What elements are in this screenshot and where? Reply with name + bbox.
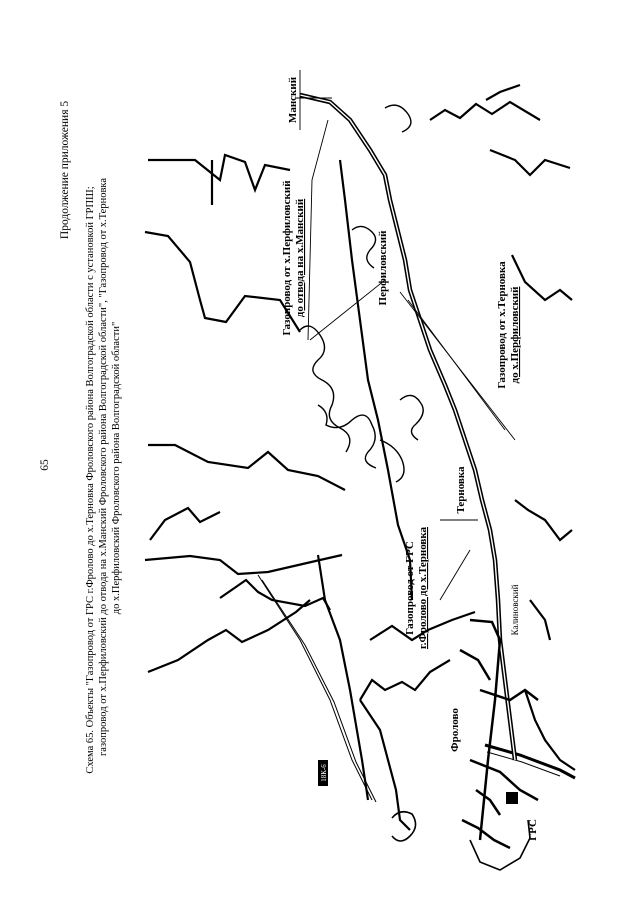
grs-marker — [506, 792, 518, 804]
caption-line-2: газопровод от х.Перфиловский до отвода на х.Манский Фроловского района Волгоградской области", "Газопровод от х.Терновка — [98, 177, 109, 757]
callout-pipe3-line2: г.Фролово до х.Терновка — [417, 526, 429, 650]
label-perfilovsky: Перфиловский — [377, 230, 389, 306]
roads — [258, 575, 376, 802]
rivers — [300, 105, 423, 482]
frolovo-streets — [460, 620, 538, 848]
callout-pipe3-line1: Газопровод от ГРС — [404, 541, 416, 635]
label-kalinovsky: Калиновский — [510, 584, 520, 636]
callout-pipe1-line1: Газопровод от х.Перфиловский — [281, 180, 293, 336]
label-grs: ГРС — [527, 819, 539, 841]
callout-leaders — [296, 98, 515, 600]
page-number: 65 — [39, 459, 51, 471]
callout-pipe1-line2: до отвода на х.Манский — [294, 198, 306, 318]
caption-line-3: до х.Перфиловский Фроловского района Волгоградской области" — [111, 321, 122, 615]
callout-pipe2-line2: до х.Перфиловский — [509, 286, 521, 384]
caption-line-1: Схема 65. Объекты "Газопровод от ГРС г.Фролово до х.Терновка Фроловского района Волгоградской области с установкой ГРПШ; — [85, 186, 96, 774]
label-road: 18К-6 — [320, 764, 328, 782]
frolovo-outline — [392, 812, 530, 870]
label-mansky: Манский — [287, 76, 299, 124]
callout-pipe2-line1: Газопровод от х.Терновка — [496, 261, 508, 389]
label-frolovo: Фролово — [449, 708, 461, 752]
page-header: Продолжение приложения 5 — [59, 100, 71, 240]
label-ternovka: Терновка — [455, 466, 467, 514]
